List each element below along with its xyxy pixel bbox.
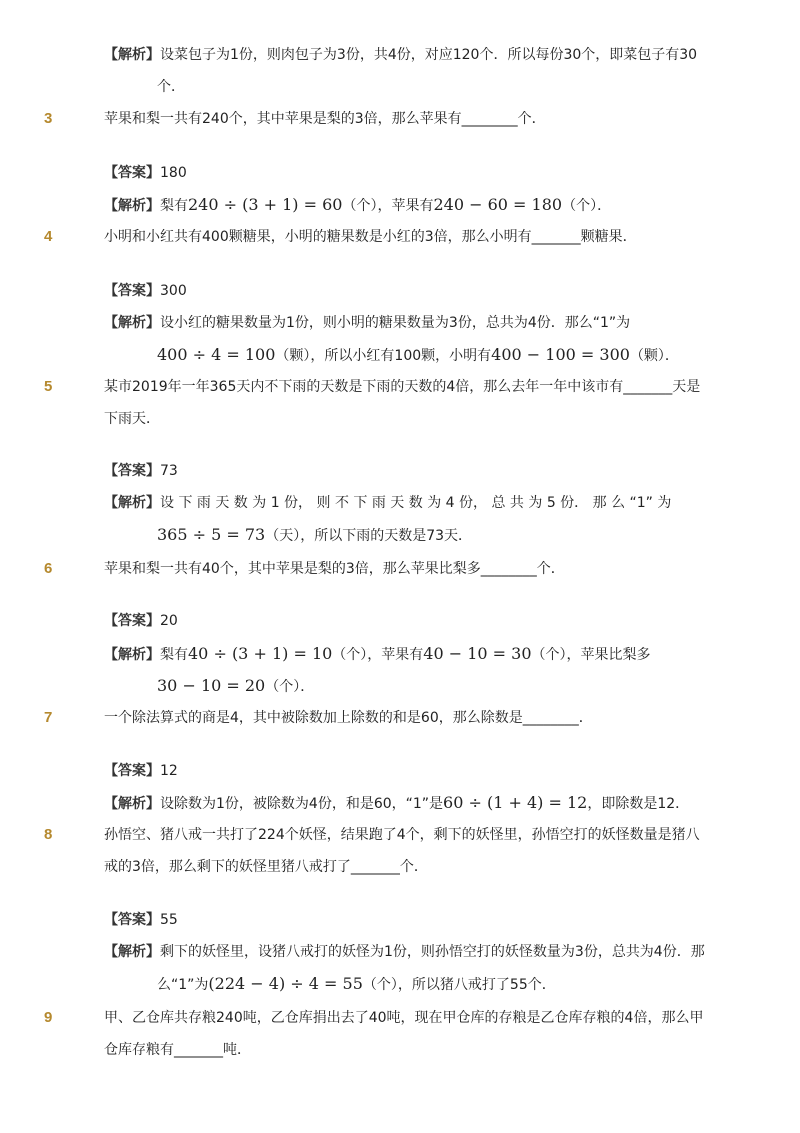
math-expression: 400 ÷ 4 = 100	[157, 345, 276, 364]
analysis-line	[157, 975, 556, 994]
question-number: 7	[44, 709, 53, 726]
answer-line	[104, 282, 187, 300]
analysis-label: 【解析】	[104, 315, 160, 331]
analysis-line	[157, 526, 472, 545]
math-expression: 240 ÷ (3 + 1) = 60	[188, 195, 343, 214]
analysis-text: （个）．	[562, 198, 612, 214]
analysis-line	[104, 494, 671, 512]
answer-line	[104, 164, 187, 182]
answer-value: 12	[160, 763, 178, 779]
analysis-text: （个），苹果有	[332, 647, 424, 663]
analysis-text: （个），苹果有	[342, 198, 434, 214]
answer-label: 【答案】	[104, 463, 160, 479]
analysis-text: 设除数为1份，被除数为4份，和是60，“1”是	[160, 796, 444, 812]
analysis-text: 梨有	[160, 647, 188, 663]
analysis-line	[104, 196, 611, 215]
question-text: 仓库存粮有_______吨．	[104, 1042, 251, 1058]
answer-line	[104, 911, 178, 929]
question-text: 一个除法算式的商是4，其中被除数加上除数的和是60，那么除数是________．	[104, 710, 593, 726]
question-number: 6	[44, 560, 53, 577]
question-number: 9	[44, 1009, 53, 1026]
math-expression: 40 ÷ (3 + 1) = 10	[188, 644, 333, 663]
analysis-line	[104, 794, 689, 813]
question-text: 苹果和梨一共有240个，其中苹果是梨的3倍，那么苹果有________个．	[104, 111, 546, 127]
answer-value: 300	[160, 283, 187, 299]
question-text: 戒的3倍，那么剩下的妖怪里猪八戒打了_______个．	[104, 859, 428, 875]
analysis-line	[157, 677, 314, 696]
analysis-line	[104, 943, 705, 961]
answer-value: 180	[160, 165, 187, 181]
analysis-label: 【解析】	[104, 647, 160, 663]
analysis-text: ，即除数是12．	[587, 796, 690, 812]
analysis-label: 【解析】	[104, 796, 160, 812]
analysis-text: 设菜包子为1份，则肉包子为3份，共4份，对应120个．所以每份30个，即菜包子有30	[160, 47, 698, 63]
analysis-line	[104, 46, 697, 64]
analysis-text: （天），所以下雨的天数是73天．	[265, 528, 473, 544]
analysis-line	[157, 78, 185, 96]
math-expression: 365 ÷ 5 = 73	[157, 525, 266, 544]
analysis-label: 【解析】	[104, 47, 160, 63]
analysis-label: 【解析】	[104, 944, 160, 960]
math-expression: 60 ÷ (1 + 4) = 12	[443, 793, 588, 812]
question-text: 甲、乙仓库共存粮240吨，乙仓库捐出去了40吨，现在甲仓库的存粮是乙仓库存粮的4倍，那么甲	[104, 1010, 704, 1026]
math-expression: 40 − 10 = 30	[423, 644, 532, 663]
answer-label: 【答案】	[104, 912, 160, 928]
analysis-text: 么“1”为	[157, 977, 209, 993]
analysis-text: 设 下 雨 天 数 为 1 份， 则 不 下 雨 天 数 为 4 份， 总 共 为 5 份． 那 么 “1” 为	[160, 495, 672, 511]
answer-value: 20	[160, 613, 178, 629]
analysis-text: 设小红的糖果数量为1份，则小明的糖果数量为3份，总共为4份．那么“1”为	[160, 315, 631, 331]
answer-label: 【答案】	[104, 613, 160, 629]
answer-line	[104, 612, 178, 630]
analysis-text: （个），所以猪八戒打了55个．	[362, 977, 556, 993]
analysis-line	[104, 645, 651, 664]
answer-value: 73	[160, 463, 178, 479]
analysis-text: 剩下的妖怪里，设猪八戒打的妖怪为1份，则孙悟空打的妖怪数量为3份，总共为4份．那	[160, 944, 705, 960]
question-number: 3	[44, 110, 53, 127]
question-text: 苹果和梨一共有40个，其中苹果是梨的3倍，那么苹果比梨多________个．	[104, 561, 565, 577]
math-expression: 400 − 100 = 300	[491, 345, 630, 364]
question-number: 5	[44, 378, 53, 395]
math-expression: (224 − 4) ÷ 4 = 55	[208, 974, 363, 993]
answer-value: 55	[160, 912, 178, 928]
analysis-text: （个）．	[265, 679, 315, 695]
analysis-label: 【解析】	[104, 495, 160, 511]
question-number: 4	[44, 228, 53, 245]
question-text: 孙悟空、猪八戒一共打了224个妖怪，结果跑了4个，剩下的妖怪里，孙悟空打的妖怪数量是猪八	[104, 827, 700, 843]
answer-line	[104, 462, 178, 480]
math-expression: 30 − 10 = 20	[157, 676, 266, 695]
analysis-label: 【解析】	[104, 198, 160, 214]
analysis-text: （颗）．	[629, 348, 679, 364]
answer-label: 【答案】	[104, 165, 160, 181]
analysis-text: （颗），所以小红有100颗，小明有	[275, 348, 492, 364]
analysis-text: 梨有	[160, 198, 188, 214]
answer-label: 【答案】	[104, 283, 160, 299]
question-text: 小明和小红共有400颗糖果，小明的糖果数是小红的3倍，那么小明有_______颗糖果．	[104, 229, 637, 245]
answer-label: 【答案】	[104, 763, 160, 779]
question-number: 8	[44, 826, 53, 843]
math-expression: 240 − 60 = 180	[433, 195, 563, 214]
question-text: 下雨天．	[104, 411, 160, 427]
analysis-text: 个．	[157, 79, 185, 95]
analysis-text: （个），苹果比梨多	[531, 647, 651, 663]
analysis-line	[157, 346, 679, 365]
answer-line	[104, 762, 178, 780]
question-text: 某市2019年一年365天内不下雨的天数是下雨的天数的4倍，那么去年一年中该市有_______天是	[104, 379, 701, 395]
analysis-line	[104, 314, 630, 332]
